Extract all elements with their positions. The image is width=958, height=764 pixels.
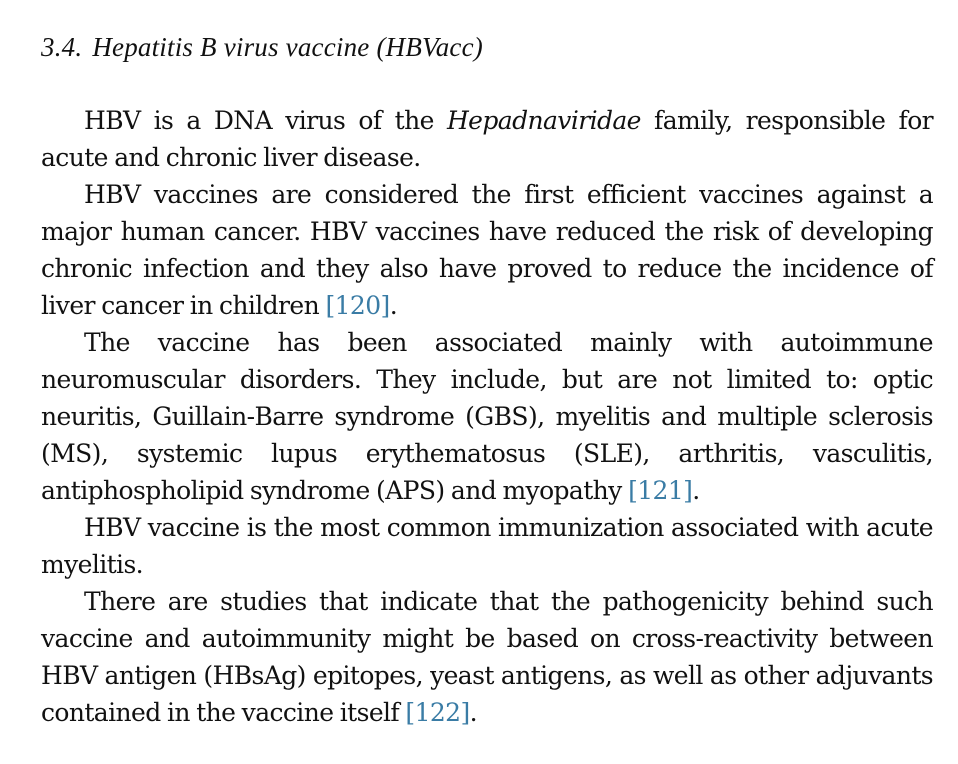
paragraph-4 bbox=[41, 509, 933, 583]
paragraph-5-text: There are studies that indicate that the pathogenicity behind such vaccine and autoimmunity might be based on cross-reactivity between HBV antigen (HBsAg) epitopes, yeast antigens, as well as other adjuvants contained in the vaccine itself bbox=[41, 587, 933, 727]
paragraph-1 bbox=[41, 102, 933, 176]
paragraph-1-italic-term: Hepadnaviridae bbox=[446, 106, 641, 135]
paragraph-5 bbox=[41, 583, 933, 731]
paragraph-2-end: . bbox=[389, 291, 398, 320]
paragraph-5-end: . bbox=[469, 698, 478, 727]
paragraph-2-text: HBV vaccines are considered the first efficient vaccines against a major human cancer. HBV vaccines have reduced the risk of developing chronic infection and they also have proved to reduce the incidence of liver cancer in children bbox=[41, 180, 933, 320]
paragraph-3-end: . bbox=[692, 476, 700, 505]
section-title: Hepatitis B virus vaccine (HBVacc) bbox=[92, 32, 483, 62]
paragraph-4-text: HBV vaccine is the most common immunization associated with acute myelitis. bbox=[41, 513, 933, 579]
paragraph-2 bbox=[41, 176, 933, 324]
paragraph-3-text: The vaccine has been associated mainly with autoimmune neuromuscular disorders. They include, but are not limited to: optic neuritis, Guillain-Barre syndrome (GBS), myelitis and multiple sclerosis (MS), systemic lupus erythematosus (SLE), arthritis, vasculitis, antiphospholipid syndrome (APS) and myopathy bbox=[41, 328, 933, 505]
paragraph-1-text-a: HBV is a DNA virus of the bbox=[84, 106, 447, 135]
paragraph-3 bbox=[41, 324, 933, 509]
section-heading bbox=[41, 28, 933, 66]
citation-link-122[interactable]: [122] bbox=[405, 698, 470, 727]
paragraph-1-text-b: family, responsible for acute and chronic liver disease. bbox=[41, 106, 933, 172]
citation-link-121[interactable]: [121] bbox=[628, 476, 693, 505]
citation-link-120[interactable]: [120] bbox=[325, 291, 390, 320]
article-section bbox=[41, 28, 933, 731]
section-number: 3.4. bbox=[41, 32, 83, 62]
